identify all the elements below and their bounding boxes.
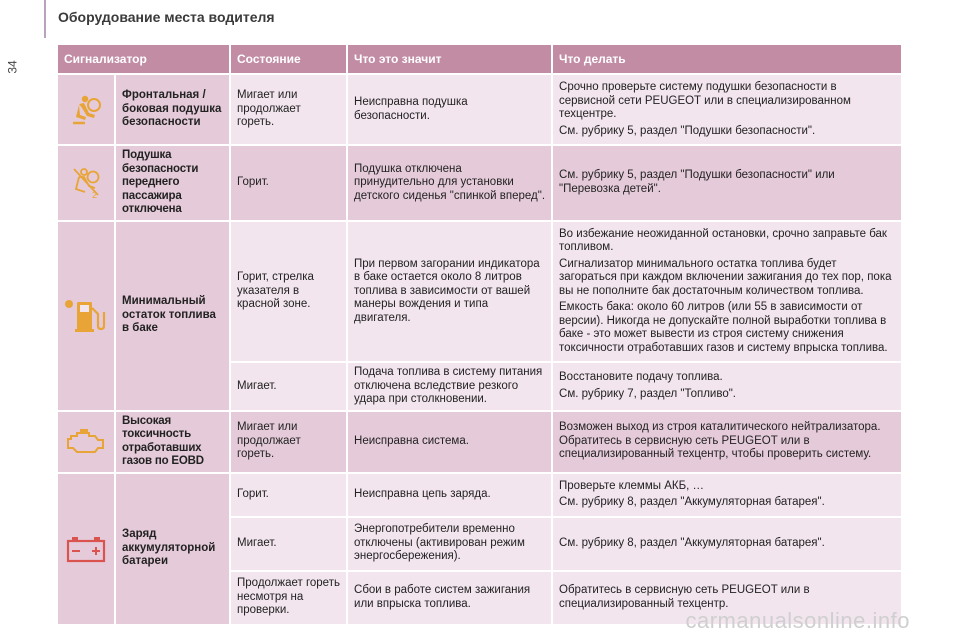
action-text: См. рубрику 7, раздел "Топливо". <box>559 387 736 400</box>
column-header-meaning: Что это значит <box>348 45 553 75</box>
warning-lights-table <box>58 45 903 626</box>
icon-cell <box>58 412 116 474</box>
svg-text:2: 2 <box>92 189 98 200</box>
table-row <box>58 412 903 474</box>
passenger-airbag-off-icon <box>58 165 114 201</box>
meaning-cell: Неисправна подушка безопасности. <box>348 75 553 146</box>
column-header-indicator: Сигнализатор <box>58 45 231 75</box>
header-rule <box>44 0 46 38</box>
meaning-cell: Подушка отключена принудительно для установки детского сиденья "спинкой вперед". <box>348 146 553 222</box>
low-fuel-icon <box>58 296 114 336</box>
state-cell: Горит, стрелка указателя в красной зоне. <box>231 222 348 364</box>
battery-icon <box>58 534 114 564</box>
table-row <box>58 75 903 146</box>
state-cell: Горит. <box>231 146 348 222</box>
indicator-name: Высокая токсичность отработавших газов по EOBD <box>116 412 231 474</box>
column-header-state: Состояние <box>231 45 348 75</box>
state-cell: Мигает. <box>231 518 348 572</box>
airbag-warning-icon <box>58 93 114 127</box>
meaning-cell: Энергопотребители временно отключены (активирован режим энергосбережения). <box>348 518 553 572</box>
meaning-cell: Неисправна цепь заряда. <box>348 474 553 518</box>
action-cell <box>553 412 903 474</box>
action-text: Восстановите подачу топлива. <box>559 371 723 384</box>
state-cell: Мигает. <box>231 363 348 412</box>
meaning-cell: Сбои в работе систем зажигания или впрыска топлива. <box>348 572 553 626</box>
indicator-name: Подушка безопасности переднего пассажира отключена <box>116 146 231 222</box>
action-text: См. рубрику 8, раздел "Аккумуляторная батарея". <box>559 536 825 549</box>
action-cell <box>553 146 903 222</box>
action-text: Емкость бака: около 60 литров (или 55 в зависимости от версии). Никогда не допускайте полной выработки топлива в баке - это может вывести из строя систему снижения токсичности отработавших газов и систему впрыска топлива. <box>559 301 888 354</box>
state-cell: Мигает или продолжает гореть. <box>231 412 348 474</box>
action-text: Сигнализатор минимального остатка топлива будет загораться при каждом включении зажигания до тех пор, пока вы не пополните бак достаточным количеством топлива. <box>559 257 892 297</box>
table-row <box>58 474 903 518</box>
icon-cell <box>58 222 116 412</box>
engine-eobd-icon <box>58 427 114 457</box>
watermark-text: carmanualsonline.info <box>685 608 910 633</box>
indicator-name: Фронтальная / боковая подушка безопасности <box>116 75 231 146</box>
action-text: Возможен выход из строя каталитического нейтрализатора. Обратитесь в сервисную сеть PEUGEOT или в специализированный техцентр, чтобы проверить систему. <box>559 421 881 461</box>
icon-cell <box>58 146 116 222</box>
meaning-cell: Подача топлива в систему питания отключена вследствие резкого удара при столкновении. <box>348 363 553 412</box>
action-text: Во избежание неожиданной остановки, срочно заправьте бак топливом. <box>559 227 887 253</box>
action-cell <box>553 363 903 412</box>
icon-cell <box>58 75 116 146</box>
page-number: 34 <box>5 60 20 74</box>
action-cell <box>553 518 903 572</box>
table-row <box>58 222 903 364</box>
action-cell <box>553 222 903 364</box>
table-header-row <box>58 45 903 75</box>
action-text: См. рубрику 5, раздел "Подушки безопасности" или "Перевозка детей". <box>559 169 835 195</box>
state-cell: Продолжает гореть несмотря на проверки. <box>231 572 348 626</box>
action-cell <box>553 75 903 146</box>
icon-cell <box>58 474 116 626</box>
state-cell: Горит. <box>231 474 348 518</box>
indicator-name: Заряд аккумуляторной батареи <box>116 474 231 626</box>
action-text: Обратитесь в сервисную сеть PEUGEOT или в специализированный техцентр. <box>559 584 810 610</box>
meaning-cell: Неисправна система. <box>348 412 553 474</box>
action-cell <box>553 474 903 518</box>
action-text: Срочно проверьте систему подушки безопасности в сервисной сети PEUGEOT или в специализированном техцентре. <box>559 81 851 120</box>
column-header-action: Что делать <box>553 45 903 75</box>
table-row <box>58 146 903 222</box>
indicator-name: Минимальный остаток топлива в баке <box>116 222 231 412</box>
action-text: Проверьте клеммы АКБ, … <box>559 479 705 492</box>
action-text: См. рубрику 5, раздел "Подушки безопасности". <box>559 124 816 137</box>
meaning-cell: При первом загорании индикатора в баке остается около 8 литров топлива в зависимости от вашей манеры вождения и типа двигателя. <box>348 222 553 364</box>
state-cell: Мигает или продолжает гореть. <box>231 75 348 146</box>
page-title: Оборудование места водителя <box>58 9 275 25</box>
action-text: См. рубрику 8, раздел "Аккумуляторная батарея". <box>559 496 825 508</box>
